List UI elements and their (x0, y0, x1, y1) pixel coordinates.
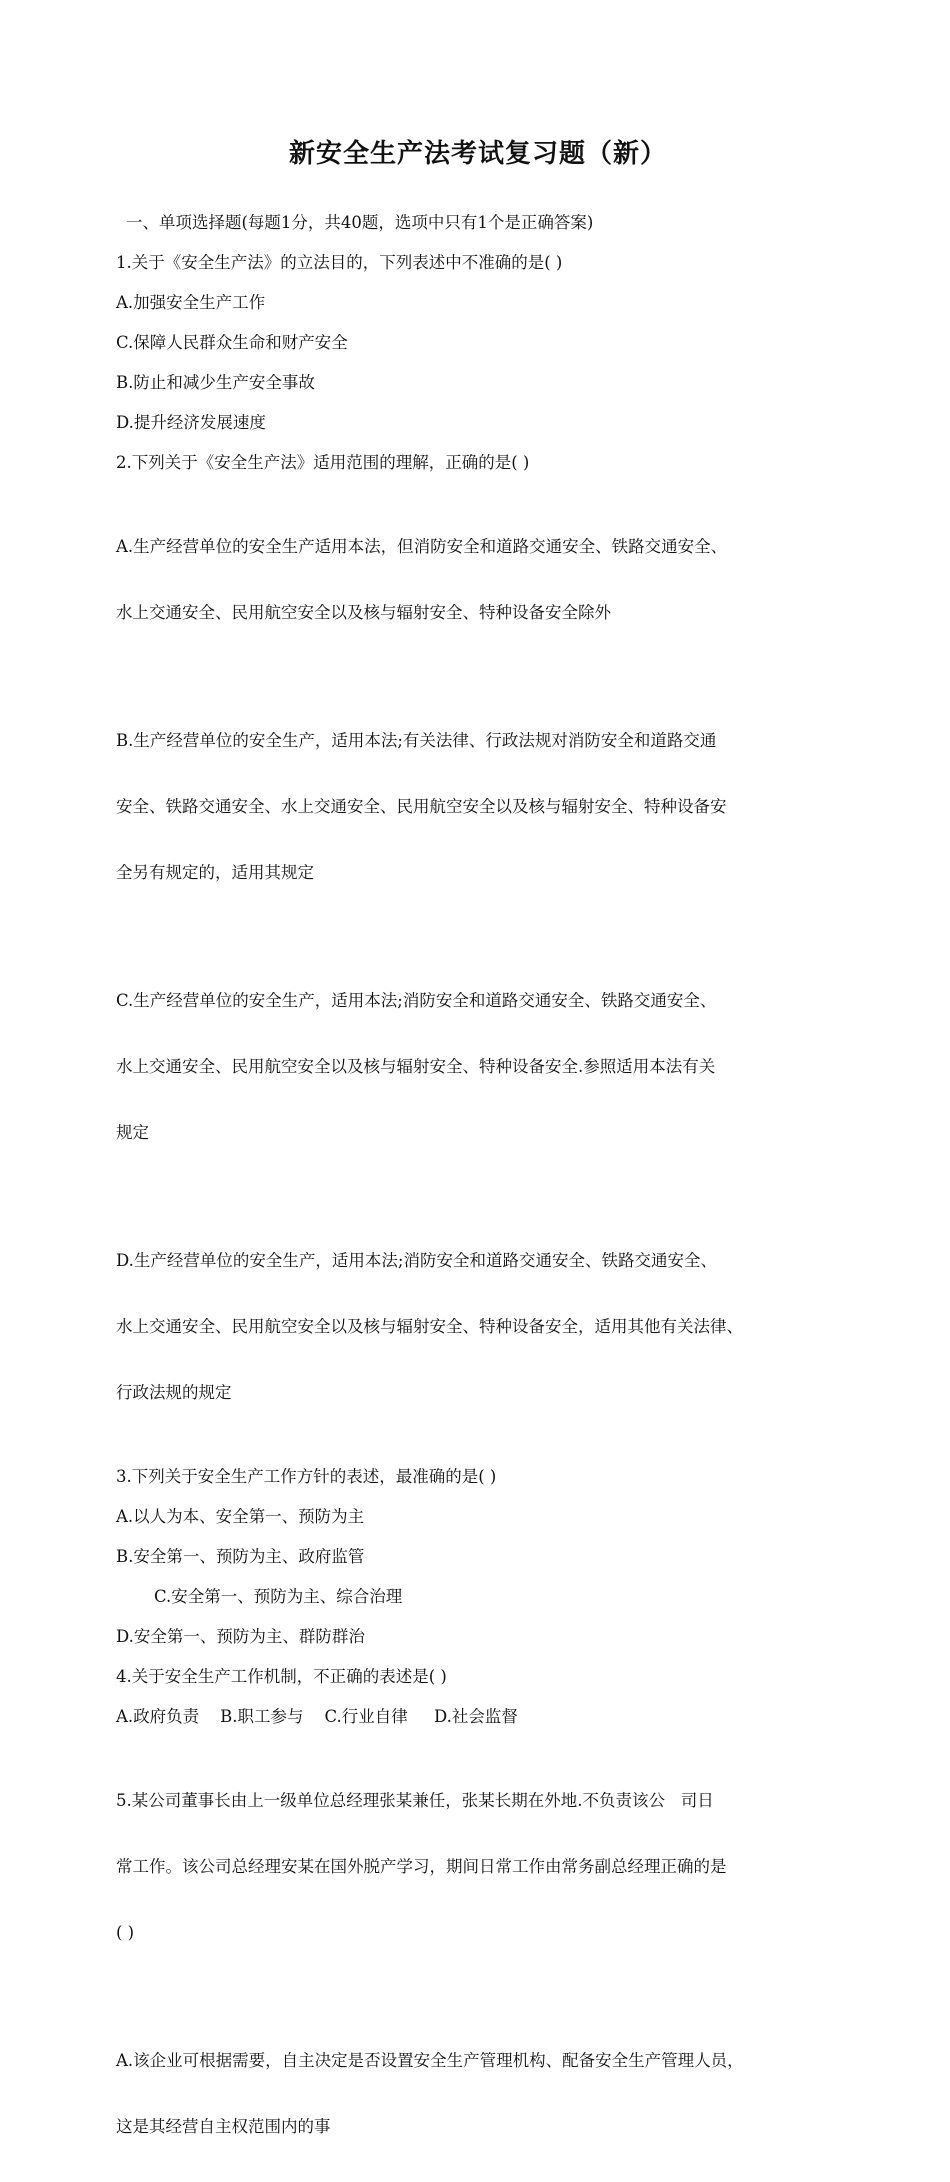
question-5 (116, 1746, 840, 1988)
q2-option-a-line: 水上交通安全、民用航空安全以及核与辐射安全、特种设备安全除外 (116, 603, 611, 622)
question-5-line: ( ) (116, 1923, 135, 1942)
q2-option-d-line: D.生产经营单位的安全生产，适用本法;消防安全和道路交通安全、铁路交通安全、 (116, 1251, 717, 1270)
q3-option-c: C.安全第一、预防为主、综合治理 (154, 1587, 403, 1606)
q1-option-d: D.提升经济发展速度 (116, 413, 266, 432)
question-3: 3.下列关于安全生产工作方针的表述，最准确的是( ) (116, 1467, 497, 1486)
question-5-line: 常工作。该公司总经理安某在国外脱产学习，期间日常工作由常务副总经理正确的是 (116, 1857, 727, 1876)
section-heading: 一、单项选择题(每题1分，共40题，选项中只有1个是正确答案) (126, 213, 594, 232)
question-1: 1.关于《安全生产法》的立法目的，下列表述中不准确的是( ) (116, 253, 563, 272)
q2-option-a (116, 492, 840, 668)
q2-option-b (116, 686, 840, 928)
q5-option-a-line: A.该企业可根据需要，自主决定是否设置安全生产管理机构、配备安全生产管理人员， (116, 2051, 744, 2070)
q2-option-b-line: 安全、铁路交通安全、水上交通安全、民用航空安全以及核与辐射安全、特种设备安 (116, 797, 727, 816)
q2-option-b-line: B.生产经营单位的安全生产，适用本法;有关法律、行政法规对消防安全和道路交通 (116, 731, 717, 750)
q2-option-c-line: 水上交通安全、民用航空安全以及核与辐射安全、特种设备安全.参照适用本法有关 (116, 1057, 716, 1076)
question-2: 2.下列关于《安全生产法》适用范围的理解，正确的是( ) (116, 453, 530, 472)
q2-option-c (116, 946, 840, 1188)
q1-option-b: B.防止和减少生产安全事故 (116, 373, 315, 392)
q3-option-d: D.安全第一、预防为主、群防群治 (116, 1627, 365, 1646)
question-4: 4.关于安全生产工作机制，不正确的表述是( ) (116, 1667, 447, 1686)
q5-option-a-line: 这是其经营自主权范围内的事 (116, 2117, 331, 2136)
q2-option-d (116, 1206, 840, 1448)
q2-option-c-line: C.生产经营单位的安全生产，适用本法;消防安全和道路交通安全、铁路交通安全、 (116, 991, 717, 1010)
question-5-line: 5.某公司董事长由上一级单位总经理张某兼任，张某长期在外地.不负责该公 司日 (116, 1791, 714, 1810)
q3-option-a: A.以人为本、安全第一、预防为主 (116, 1507, 365, 1526)
page-title: 新安全生产法考试复习题（新） (288, 139, 667, 169)
q2-option-d-line: 水上交通安全、民用航空安全以及核与辐射安全、特种设备安全，适用其他有关法律、 (116, 1317, 743, 1336)
q1-option-c: C.保障人民群众生命和财产安全 (116, 333, 348, 352)
q2-option-a-line: A.生产经营单位的安全生产适用本法，但消防安全和道路交通安全、铁路交通安全、 (116, 537, 728, 556)
q1-option-a: A.加强安全生产工作 (116, 293, 266, 312)
q2-option-d-line: 行政法规的规定 (116, 1383, 232, 1402)
q2-option-b-line: 全另有规定的，适用其规定 (116, 863, 314, 882)
q3-option-b: B.安全第一、预防为主、政府监管 (116, 1547, 365, 1566)
q2-option-c-line: 规定 (116, 1123, 149, 1142)
q5-option-a (116, 2006, 840, 2182)
q4-options: A.政府负责 B.职工参与 C.行业自律 D.社会监督 (116, 1707, 518, 1726)
